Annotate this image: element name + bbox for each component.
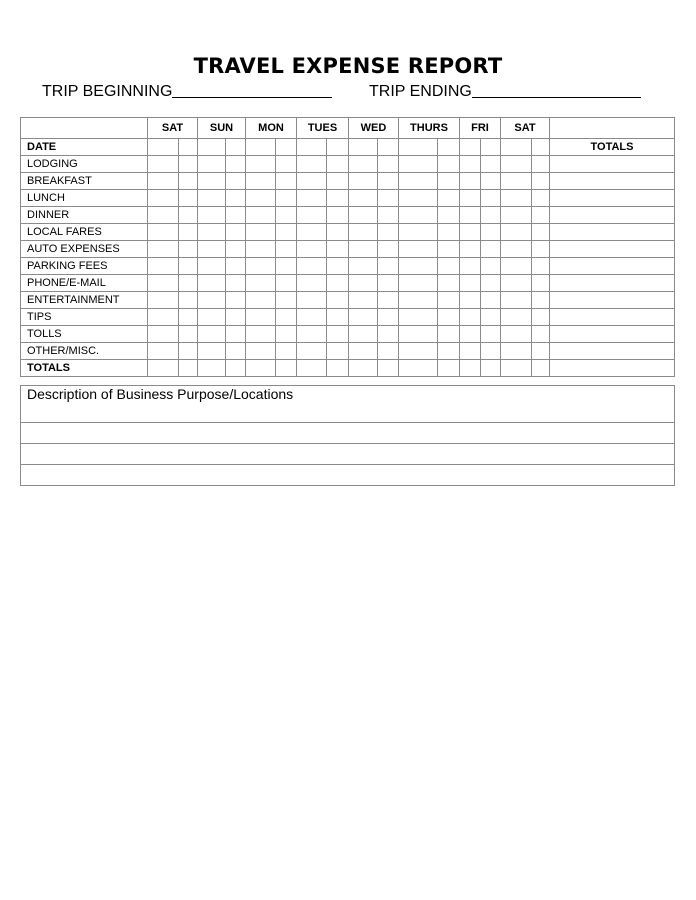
expense-cell[interactable] [460, 173, 481, 190]
expense-cell[interactable] [179, 360, 198, 377]
expense-row-dinner-total[interactable] [550, 207, 675, 224]
expense-row-entertainment-total[interactable] [550, 292, 675, 309]
expense-cell[interactable] [276, 360, 297, 377]
expense-cell[interactable] [532, 258, 550, 275]
totals-row [21, 360, 675, 377]
expense-cell[interactable] [378, 258, 399, 275]
expense-cell[interactable] [246, 241, 276, 258]
expense-cell[interactable] [226, 309, 246, 326]
expense-cell[interactable] [438, 190, 460, 207]
expense-cell[interactable] [327, 275, 349, 292]
expense-cell[interactable] [438, 343, 460, 360]
expense-cell[interactable] [327, 343, 349, 360]
expense-cell[interactable] [148, 224, 179, 241]
expense-cell[interactable] [532, 343, 550, 360]
expense-cell[interactable] [399, 224, 438, 241]
expense-cell[interactable] [399, 343, 438, 360]
expense-cell[interactable] [246, 360, 276, 377]
expense-row-lunch-total[interactable] [550, 190, 675, 207]
expense-cell[interactable] [198, 360, 226, 377]
expense-row-lodging [21, 156, 675, 173]
expense-cell[interactable] [349, 309, 378, 326]
expense-cell[interactable] [399, 241, 438, 258]
expense-cell[interactable] [460, 275, 481, 292]
expense-cell[interactable] [276, 173, 297, 190]
expense-cell[interactable] [246, 173, 276, 190]
day-header-sun: SUN [198, 118, 246, 139]
expense-cell[interactable] [378, 326, 399, 343]
expense-cell[interactable] [179, 258, 198, 275]
expense-cell[interactable] [148, 258, 179, 275]
expense-cell[interactable] [297, 309, 327, 326]
expense-row-auto-expenses [21, 241, 675, 258]
expense-cell[interactable] [297, 173, 327, 190]
expense-cell[interactable] [481, 258, 501, 275]
expense-cell[interactable] [399, 309, 438, 326]
expense-cell[interactable] [349, 241, 378, 258]
expense-cell[interactable] [349, 343, 378, 360]
expense-cell[interactable] [297, 156, 327, 173]
expense-cell[interactable] [148, 190, 179, 207]
expense-cell[interactable] [148, 207, 179, 224]
expense-cell[interactable] [399, 275, 438, 292]
expense-cell[interactable] [460, 326, 481, 343]
expense-cell[interactable] [179, 309, 198, 326]
expense-cell[interactable] [532, 292, 550, 309]
expense-cell[interactable] [438, 241, 460, 258]
trip-ending-field[interactable] [369, 79, 641, 101]
report-title: TRAVEL EXPENSE REPORT [193, 54, 503, 78]
expense-cell[interactable] [438, 207, 460, 224]
expense-cell[interactable] [276, 190, 297, 207]
description-label[interactable]: Description of Business Purpose/Locations [21, 386, 675, 423]
expense-cell[interactable] [460, 139, 481, 156]
expense-cell[interactable] [399, 190, 438, 207]
expense-cell[interactable] [226, 292, 246, 309]
expense-cell[interactable] [378, 207, 399, 224]
expense-cell[interactable] [198, 275, 226, 292]
expense-cell[interactable] [460, 224, 481, 241]
expense-cell[interactable] [246, 207, 276, 224]
expense-cell[interactable] [246, 343, 276, 360]
expense-cell[interactable] [327, 292, 349, 309]
expense-cell[interactable] [246, 224, 276, 241]
expense-cell[interactable] [246, 139, 276, 156]
expense-cell[interactable] [460, 360, 481, 377]
expense-cell[interactable] [349, 207, 378, 224]
trip-ending-blank[interactable] [472, 81, 641, 98]
corner-cell [21, 118, 148, 139]
expense-cell[interactable] [276, 292, 297, 309]
expense-cell[interactable] [246, 275, 276, 292]
expense-cell[interactable] [399, 207, 438, 224]
expense-cell[interactable] [378, 173, 399, 190]
expense-cell[interactable] [349, 275, 378, 292]
expense-cell[interactable] [179, 241, 198, 258]
expense-cell[interactable] [378, 309, 399, 326]
expense-row-parking-fees-label: PARKING FEES [21, 258, 148, 275]
expense-cell[interactable] [276, 275, 297, 292]
day-header-sat: SAT [148, 118, 198, 139]
expense-cell[interactable] [179, 190, 198, 207]
expense-row-entertainment-label: ENTERTAINMENT [21, 292, 148, 309]
expense-row-other-misc-total[interactable] [550, 343, 675, 360]
expense-cell[interactable] [501, 258, 532, 275]
expense-cell[interactable] [460, 207, 481, 224]
expense-cell[interactable] [297, 292, 327, 309]
expense-row-dinner-label: DINNER [21, 207, 148, 224]
expense-cell[interactable] [226, 360, 246, 377]
expense-cell[interactable] [438, 275, 460, 292]
expense-cell[interactable] [327, 224, 349, 241]
expense-cell[interactable] [327, 207, 349, 224]
expense-cell[interactable] [460, 156, 481, 173]
expense-cell[interactable] [481, 275, 501, 292]
expense-cell[interactable] [349, 360, 378, 377]
expense-cell[interactable] [148, 156, 179, 173]
expense-cell[interactable] [378, 292, 399, 309]
expense-cell[interactable] [297, 241, 327, 258]
expense-cell[interactable] [501, 292, 532, 309]
expense-row-lodging-label: LODGING [21, 156, 148, 173]
expense-cell[interactable] [481, 224, 501, 241]
totals-row-label: TOTALS [21, 360, 148, 377]
expense-cell[interactable] [349, 156, 378, 173]
expense-row-other-misc [21, 343, 675, 360]
expense-cell[interactable] [226, 156, 246, 173]
expense-cell[interactable] [246, 326, 276, 343]
expense-cell[interactable] [481, 343, 501, 360]
trip-beginning-label: TRIP BEGINNING [42, 83, 173, 100]
expense-cell[interactable] [460, 292, 481, 309]
expense-row-tolls-total[interactable] [550, 326, 675, 343]
expense-cell[interactable] [438, 156, 460, 173]
expense-cell[interactable] [179, 275, 198, 292]
expense-cell[interactable] [481, 173, 501, 190]
expense-cell[interactable] [481, 241, 501, 258]
expense-table [20, 117, 675, 377]
expense-cell[interactable] [297, 326, 327, 343]
expense-cell[interactable] [501, 241, 532, 258]
expense-cell[interactable] [246, 292, 276, 309]
expense-cell[interactable] [501, 309, 532, 326]
expense-cell[interactable] [438, 360, 460, 377]
day-header-thurs: THURS [399, 118, 460, 139]
description-line-1[interactable] [21, 423, 675, 444]
expense-cell[interactable] [501, 224, 532, 241]
expense-cell[interactable] [460, 258, 481, 275]
expense-cell[interactable] [226, 326, 246, 343]
expense-cell[interactable] [327, 190, 349, 207]
expense-row-parking-fees [21, 258, 675, 275]
date-row [21, 139, 675, 156]
expense-cell[interactable] [349, 292, 378, 309]
expense-cell[interactable] [438, 309, 460, 326]
day-header-tues: TUES [297, 118, 349, 139]
expense-cell[interactable] [276, 343, 297, 360]
expense-cell[interactable] [501, 207, 532, 224]
expense-cell[interactable] [532, 156, 550, 173]
expense-cell[interactable] [378, 241, 399, 258]
description-line-2[interactable] [21, 444, 675, 465]
expense-cell[interactable] [349, 139, 378, 156]
expense-cell[interactable] [246, 309, 276, 326]
expense-cell[interactable] [438, 139, 460, 156]
expense-row-tips-total[interactable] [550, 309, 675, 326]
expense-cell[interactable] [148, 343, 179, 360]
expense-cell[interactable] [198, 343, 226, 360]
expense-cell[interactable] [481, 326, 501, 343]
expense-cell[interactable] [501, 275, 532, 292]
expense-cell[interactable] [327, 326, 349, 343]
expense-cell[interactable] [399, 258, 438, 275]
expense-row-tolls-label: TOLLS [21, 326, 148, 343]
expense-cell[interactable] [327, 241, 349, 258]
expense-cell[interactable] [179, 173, 198, 190]
expense-cell[interactable] [198, 224, 226, 241]
expense-cell[interactable] [532, 309, 550, 326]
expense-cell[interactable] [276, 258, 297, 275]
expense-cell[interactable] [226, 258, 246, 275]
expense-cell[interactable] [349, 190, 378, 207]
expense-cell[interactable] [297, 275, 327, 292]
expense-cell[interactable] [481, 309, 501, 326]
expense-cell[interactable] [276, 241, 297, 258]
expense-row-dinner [21, 207, 675, 224]
expense-row-lodging-total[interactable] [550, 156, 675, 173]
description-line-3[interactable] [21, 465, 675, 486]
expense-cell[interactable] [148, 275, 179, 292]
expense-cell[interactable] [327, 258, 349, 275]
expense-cell[interactable] [532, 207, 550, 224]
expense-cell[interactable] [501, 360, 532, 377]
expense-cell[interactable] [481, 156, 501, 173]
expense-cell[interactable] [297, 258, 327, 275]
expense-cell[interactable] [276, 156, 297, 173]
expense-cell[interactable] [481, 139, 501, 156]
expense-row-phone-e-mail [21, 275, 675, 292]
expense-row-local-fares-total[interactable] [550, 224, 675, 241]
trip-ending-label: TRIP ENDING [369, 83, 472, 100]
expense-cell[interactable] [349, 224, 378, 241]
expense-cell[interactable] [481, 360, 501, 377]
expense-cell[interactable] [297, 360, 327, 377]
expense-cell[interactable] [378, 360, 399, 377]
expense-cell[interactable] [532, 224, 550, 241]
expense-cell[interactable] [327, 360, 349, 377]
expense-cell[interactable] [378, 343, 399, 360]
expense-cell[interactable] [297, 139, 327, 156]
expense-cell[interactable] [399, 360, 438, 377]
expense-row-lunch [21, 190, 675, 207]
expense-cell[interactable] [460, 190, 481, 207]
expense-cell[interactable] [297, 343, 327, 360]
expense-cell[interactable] [276, 326, 297, 343]
expense-cell[interactable] [438, 292, 460, 309]
expense-cell[interactable] [198, 292, 226, 309]
expense-cell[interactable] [399, 326, 438, 343]
expense-cell[interactable] [460, 343, 481, 360]
expense-cell[interactable] [460, 241, 481, 258]
expense-cell[interactable] [438, 173, 460, 190]
expense-cell[interactable] [399, 173, 438, 190]
expense-cell[interactable] [349, 173, 378, 190]
expense-cell[interactable] [501, 343, 532, 360]
expense-cell[interactable] [148, 241, 179, 258]
expense-row-breakfast-total[interactable] [550, 173, 675, 190]
expense-cell[interactable] [378, 224, 399, 241]
expense-cell[interactable] [226, 224, 246, 241]
expense-cell[interactable] [198, 241, 226, 258]
expense-cell[interactable] [481, 207, 501, 224]
expense-cell[interactable] [226, 190, 246, 207]
expense-cell[interactable] [198, 309, 226, 326]
expense-cell[interactable] [179, 292, 198, 309]
expense-cell[interactable] [399, 292, 438, 309]
expense-cell[interactable] [297, 224, 327, 241]
expense-row-entertainment [21, 292, 675, 309]
expense-row-breakfast [21, 173, 675, 190]
expense-cell[interactable] [297, 190, 327, 207]
expense-cell[interactable] [327, 309, 349, 326]
expense-cell[interactable] [246, 190, 276, 207]
expense-cell[interactable] [226, 173, 246, 190]
expense-cell[interactable] [198, 139, 226, 156]
day-header-mon: MON [246, 118, 297, 139]
expense-cell[interactable] [438, 224, 460, 241]
expense-cell[interactable] [276, 309, 297, 326]
expense-cell[interactable] [148, 360, 179, 377]
expense-cell[interactable] [532, 275, 550, 292]
expense-row-local-fares-label: LOCAL FARES [21, 224, 148, 241]
expense-cell[interactable] [481, 292, 501, 309]
expense-cell[interactable] [501, 326, 532, 343]
expense-row-tips [21, 309, 675, 326]
expense-cell[interactable] [198, 156, 226, 173]
expense-cell[interactable] [198, 173, 226, 190]
expense-row-breakfast-label: BREAKFAST [21, 173, 148, 190]
expense-cell[interactable] [198, 190, 226, 207]
expense-cell[interactable] [297, 207, 327, 224]
expense-cell[interactable] [501, 156, 532, 173]
day-header-row [21, 118, 675, 139]
expense-cell[interactable] [276, 207, 297, 224]
date-row-total: TOTALS [550, 139, 675, 156]
expense-cell[interactable] [378, 156, 399, 173]
expense-cell[interactable] [148, 309, 179, 326]
expense-cell[interactable] [327, 139, 349, 156]
trip-beginning-field[interactable] [42, 79, 332, 101]
expense-cell[interactable] [179, 326, 198, 343]
expense-cell[interactable] [327, 173, 349, 190]
expense-cell[interactable] [246, 258, 276, 275]
expense-cell[interactable] [378, 275, 399, 292]
expense-cell[interactable] [148, 173, 179, 190]
expense-cell[interactable] [399, 156, 438, 173]
expense-cell[interactable] [226, 241, 246, 258]
expense-cell[interactable] [198, 258, 226, 275]
expense-cell[interactable] [179, 224, 198, 241]
expense-cell[interactable] [501, 139, 532, 156]
day-header-sat: SAT [501, 118, 550, 139]
totals-header-blank [550, 118, 675, 139]
expense-cell[interactable] [481, 190, 501, 207]
expense-cell[interactable] [276, 139, 297, 156]
expense-row-lunch-label: LUNCH [21, 190, 148, 207]
expense-cell[interactable] [532, 241, 550, 258]
expense-cell[interactable] [179, 156, 198, 173]
expense-cell[interactable] [327, 156, 349, 173]
expense-row-parking-fees-total[interactable] [550, 258, 675, 275]
expense-cell[interactable] [246, 156, 276, 173]
expense-cell[interactable] [438, 326, 460, 343]
expense-cell[interactable] [532, 326, 550, 343]
expense-cell[interactable] [226, 207, 246, 224]
expense-cell[interactable] [198, 207, 226, 224]
expense-row-other-misc-label: OTHER/MISC. [21, 343, 148, 360]
expense-row-local-fares [21, 224, 675, 241]
expense-cell[interactable] [179, 343, 198, 360]
expense-cell[interactable] [501, 173, 532, 190]
expense-cell[interactable] [460, 309, 481, 326]
date-row-label: DATE [21, 139, 148, 156]
expense-cell[interactable] [349, 326, 378, 343]
expense-cell[interactable] [532, 190, 550, 207]
expense-cell[interactable] [179, 139, 198, 156]
expense-cell[interactable] [532, 360, 550, 377]
expense-cell[interactable] [148, 326, 179, 343]
day-header-fri: FRI [460, 118, 501, 139]
expense-cell[interactable] [378, 139, 399, 156]
expense-cell[interactable] [226, 343, 246, 360]
expense-cell[interactable] [378, 190, 399, 207]
expense-row-tolls [21, 326, 675, 343]
expense-cell[interactable] [399, 139, 438, 156]
day-header-wed: WED [349, 118, 399, 139]
expense-row-phone-e-mail-total[interactable] [550, 275, 675, 292]
expense-row-tips-label: TIPS [21, 309, 148, 326]
description-table [20, 385, 675, 486]
expense-cell[interactable] [532, 173, 550, 190]
expense-cell[interactable] [148, 139, 179, 156]
expense-row-auto-expenses-label: AUTO EXPENSES [21, 241, 148, 258]
expense-cell[interactable] [148, 292, 179, 309]
expense-row-phone-e-mail-label: PHONE/E-MAIL [21, 275, 148, 292]
expense-cell[interactable] [349, 258, 378, 275]
expense-cell[interactable] [438, 258, 460, 275]
trip-beginning-blank[interactable] [172, 81, 332, 98]
expense-cell[interactable] [226, 275, 246, 292]
expense-cell[interactable] [198, 326, 226, 343]
expense-row-auto-expenses-total[interactable] [550, 241, 675, 258]
expense-cell[interactable] [226, 139, 246, 156]
expense-cell[interactable] [532, 139, 550, 156]
expense-cell[interactable] [501, 190, 532, 207]
totals-row-total[interactable] [550, 360, 675, 377]
expense-cell[interactable] [179, 207, 198, 224]
expense-cell[interactable] [276, 224, 297, 241]
